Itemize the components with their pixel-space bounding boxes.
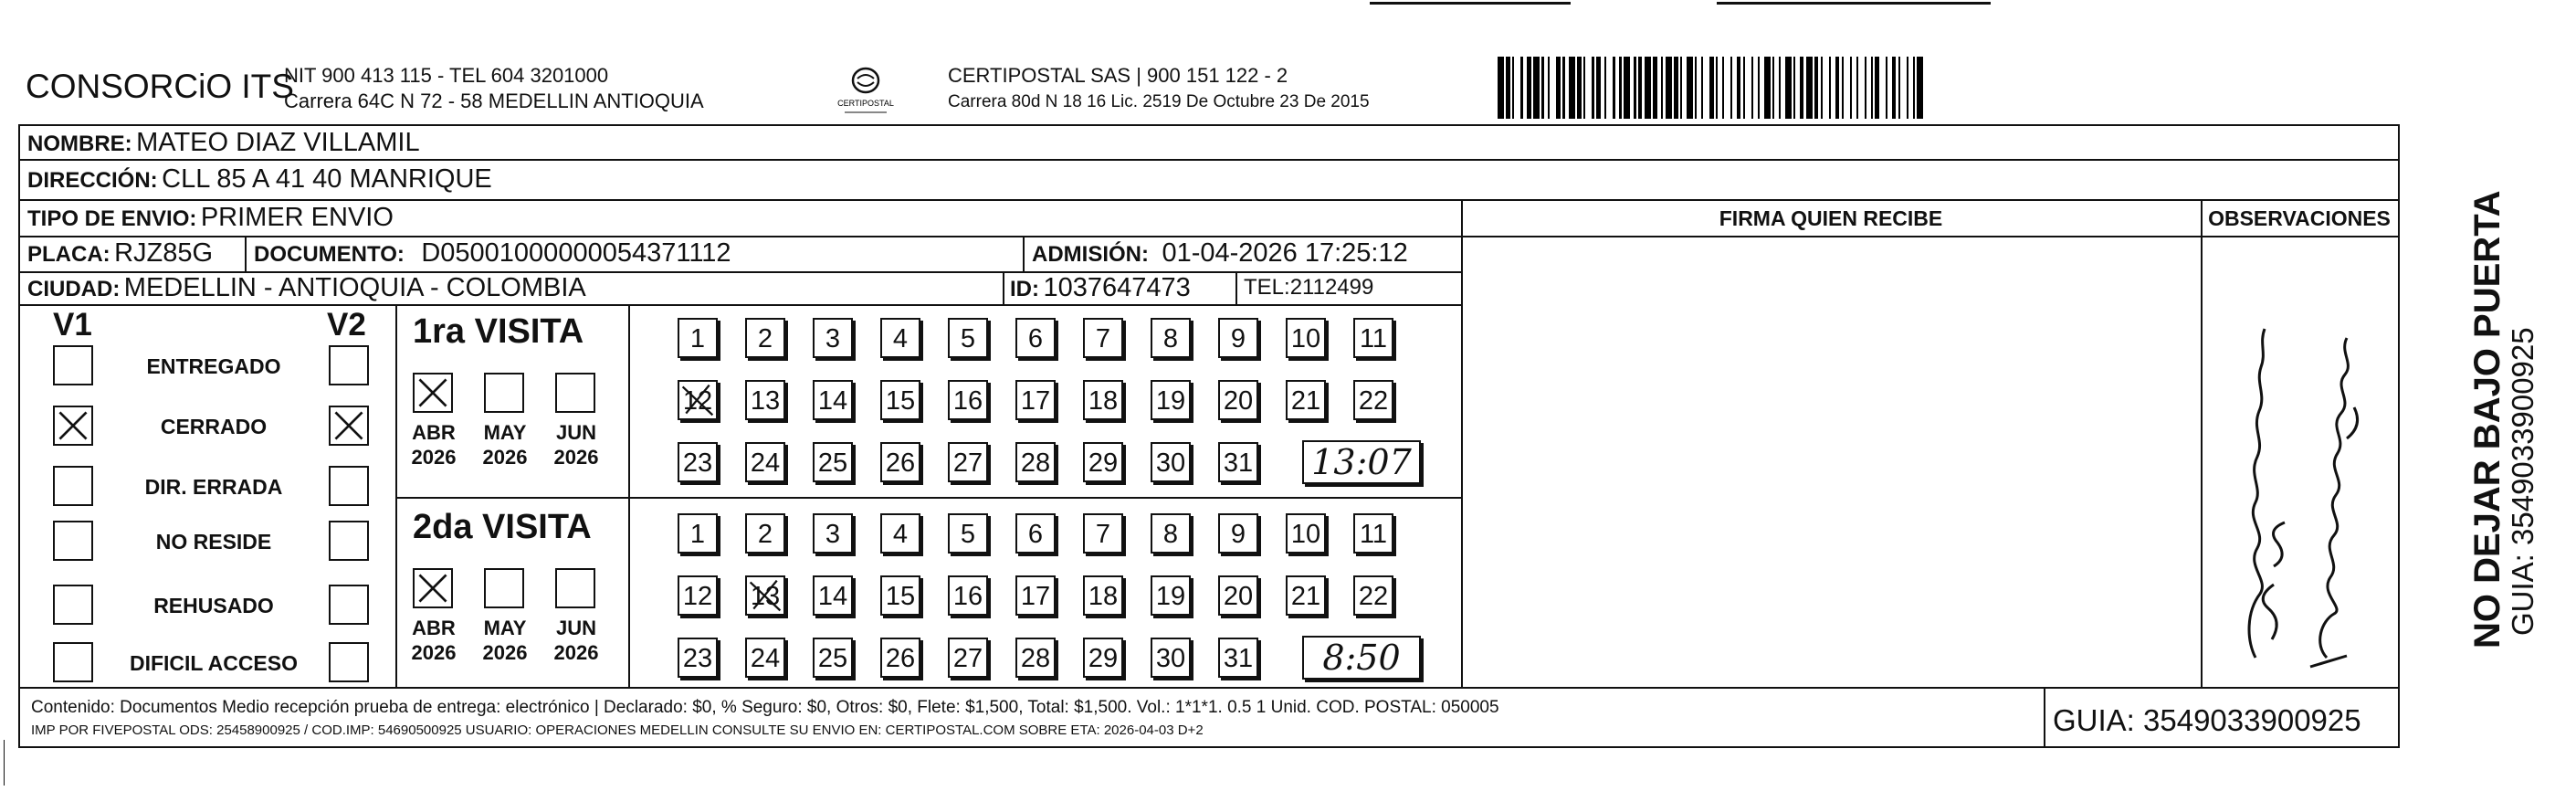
send-type-label: TIPO DE ENVIO: — [27, 206, 197, 231]
day-box[interactable]: 8 — [1151, 318, 1191, 358]
rule — [18, 199, 2398, 201]
rule — [1235, 271, 1237, 304]
day-box[interactable]: 21 — [1286, 380, 1326, 420]
time-written: 8:50 — [1322, 638, 1401, 678]
day-box[interactable]: 25 — [813, 638, 853, 678]
day-box[interactable]: 24 — [745, 638, 785, 678]
reason-label: DIR. ERRADA — [144, 475, 283, 499]
day-box[interactable]: 26 — [880, 638, 920, 678]
day-box[interactable]: 3 — [813, 318, 853, 358]
rule — [1023, 236, 1025, 271]
month-label — [475, 420, 535, 469]
day-box[interactable]: 17 — [1015, 575, 1056, 616]
v2-checkbox[interactable] — [329, 345, 369, 385]
no-dejar-warning: NO DEJAR BAJO PUERTA — [2467, 190, 2508, 649]
month-year: 2026 — [482, 446, 528, 469]
admission-value: 01-04-2026 17:25:12 — [1162, 238, 1408, 268]
rule — [1461, 199, 1463, 689]
rule — [2044, 687, 2045, 748]
reason-label: NO RESIDE — [155, 530, 272, 554]
time-written: 13:07 — [1311, 442, 1412, 482]
name-value: MATEO DIAZ VILLAMIL — [136, 128, 420, 157]
day-box[interactable]: 24 — [745, 442, 785, 482]
tel-label: TEL: — [1244, 275, 1290, 300]
barcode — [1498, 57, 1928, 119]
day-box[interactable]: 30 — [1151, 442, 1191, 482]
top-edge-mark — [1370, 2, 1571, 5]
carrier-license: Carrera 80d N 18 16 Lic. 2519 De Octubre 23 De 2015 — [948, 92, 1370, 111]
tel-value: 2112499 — [1289, 275, 1374, 300]
day-box[interactable]: 30 — [1151, 638, 1191, 678]
month-year: 2026 — [553, 446, 599, 469]
tel-field — [1244, 275, 1373, 301]
time-box[interactable] — [1302, 440, 1421, 484]
time-box[interactable] — [1302, 636, 1421, 680]
city-label: CIUDAD: — [27, 277, 121, 301]
observations-title: OBSERVACIONES — [2208, 206, 2391, 230]
id-field — [1010, 273, 1191, 303]
certipostal-logo — [836, 62, 896, 117]
day-box[interactable]: 11 — [1353, 513, 1393, 554]
day-box[interactable]: 18 — [1083, 380, 1123, 420]
city-field — [27, 273, 586, 303]
month-label — [546, 616, 606, 665]
day-box[interactable]: 7 — [1083, 318, 1123, 358]
month-checkbox[interactable] — [484, 373, 524, 413]
month-year: 2026 — [482, 641, 528, 664]
day-box[interactable]: 29 — [1083, 442, 1123, 482]
month-name: JUN — [555, 421, 596, 444]
day-box[interactable]: 8 — [1151, 513, 1191, 554]
imp-line: IMP POR FIVEPOSTAL ODS: 25458900925 / COD.IMP: 54690500925 USUARIO: OPERACIONES MEDELLIN CONSULTE SU ENVIO EN: CERTIPOSTAL.COM SOBRE ETA: 2026-04-03 D+2 — [31, 722, 1204, 738]
day-box[interactable]: 9 — [1218, 318, 1258, 358]
v1-label: V1 — [53, 307, 92, 343]
month-year: 2026 — [411, 446, 457, 469]
day-box[interactable]: 23 — [678, 638, 718, 678]
name-row — [27, 128, 420, 158]
document-label: DOCUMENTO: — [254, 242, 405, 267]
month-label — [475, 616, 535, 665]
day-box[interactable]: 15 — [880, 575, 920, 616]
month-name: ABR — [412, 617, 456, 639]
day-box[interactable]: 28 — [1015, 638, 1056, 678]
page-edge-mark — [4, 740, 5, 786]
send-type-value: PRIMER ENVIO — [200, 203, 394, 232]
rule — [1003, 271, 1004, 304]
handwritten-observation — [2219, 292, 2383, 676]
rule — [18, 159, 2398, 161]
day-box[interactable]: 21 — [1286, 575, 1326, 616]
v2-checkbox[interactable] — [329, 521, 369, 561]
rule — [18, 687, 2398, 689]
reason-label: DIFICIL ACCESO — [129, 651, 298, 675]
month-label — [404, 616, 464, 665]
day-box[interactable]: 3 — [813, 513, 853, 554]
month-checkbox[interactable] — [413, 373, 453, 413]
rule — [18, 236, 2398, 237]
day-box[interactable]: 5 — [948, 318, 988, 358]
day-box[interactable]: 26 — [880, 442, 920, 482]
month-label — [546, 420, 606, 469]
rule — [18, 304, 1461, 306]
day-box[interactable]: 18 — [1083, 575, 1123, 616]
day-box[interactable]: 25 — [813, 442, 853, 482]
address-label: DIRECCIÓN: — [27, 168, 158, 193]
day-box[interactable]: 28 — [1015, 442, 1056, 482]
second-visit-title: 2da VISITA — [413, 508, 592, 546]
day-box[interactable]: 11 — [1353, 318, 1393, 358]
reason-label: REHUSADO — [153, 594, 274, 617]
id-label: ID: — [1010, 277, 1039, 301]
day-box[interactable]: 29 — [1083, 638, 1123, 678]
reason-label: CERRADO — [160, 415, 268, 438]
rule — [18, 124, 20, 748]
first-visit-title: 1ra VISITA — [413, 312, 584, 351]
v2-checkbox[interactable] — [329, 466, 369, 506]
month-checkbox[interactable] — [413, 568, 453, 608]
address-row — [27, 164, 492, 195]
month-name: MAY — [483, 421, 527, 444]
day-box[interactable]: 16 — [948, 380, 988, 420]
admission-label: ADMISIÓN: — [1032, 242, 1149, 267]
day-box[interactable]: 13 — [745, 575, 785, 616]
day-box[interactable]: 19 — [1151, 380, 1191, 420]
v2-checkbox[interactable] — [329, 585, 369, 625]
day-box[interactable]: 6 — [1015, 318, 1056, 358]
day-box[interactable]: 4 — [880, 513, 920, 554]
check-mark-icon — [331, 407, 367, 444]
rule — [18, 124, 2398, 126]
contents-line: Contenido: Documentos Medio recepción prueba de entrega: electrónico | Declarado: $0, % Seguro: $0, Otros: $0, Flete: $1,500, Total: $1,500. Vol.: 1*1*1. 0.5 1 Unid. COD. POSTAL: 050005 — [31, 698, 1499, 717]
day-box[interactable]: 27 — [948, 442, 988, 482]
rule — [395, 304, 397, 689]
day-box[interactable]: 22 — [1353, 380, 1393, 420]
company-address: Carrera 64C N 72 - 58 MEDELLIN ANTIOQUIA — [284, 90, 704, 112]
day-box[interactable]: 10 — [1286, 318, 1326, 358]
day-box[interactable]: 31 — [1218, 638, 1258, 678]
month-name: MAY — [483, 617, 527, 639]
month-name: JUN — [555, 617, 596, 639]
document-value: D05001000000054371112 — [421, 238, 731, 268]
month-name: ABR — [412, 421, 456, 444]
logo-text: CERTIPOSTAL — [837, 99, 894, 108]
day-box[interactable]: 2 — [745, 513, 785, 554]
rule — [395, 497, 1461, 499]
month-label — [404, 420, 464, 469]
v2-checkbox[interactable] — [329, 642, 369, 682]
month-checkbox[interactable] — [484, 568, 524, 608]
guia-box: GUIA: 3549033900925 — [2053, 703, 2361, 737]
check-mark-icon — [679, 382, 716, 418]
day-box[interactable]: 13 — [745, 380, 785, 420]
day-box[interactable]: 6 — [1015, 513, 1056, 554]
day-box[interactable]: 19 — [1151, 575, 1191, 616]
month-year: 2026 — [553, 641, 599, 664]
day-box[interactable]: 9 — [1218, 513, 1258, 554]
v2-label: V2 — [327, 307, 366, 343]
carrier-name: CERTIPOSTAL SAS | 900 151 122 - 2 — [948, 64, 1288, 87]
day-box[interactable]: 15 — [880, 380, 920, 420]
rule — [628, 304, 630, 689]
day-box[interactable]: 17 — [1015, 380, 1056, 420]
day-box[interactable]: 5 — [948, 513, 988, 554]
day-box[interactable]: 2 — [745, 318, 785, 358]
id-value: 1037647473 — [1043, 273, 1191, 302]
day-box[interactable]: 7 — [1083, 513, 1123, 554]
day-box[interactable]: 10 — [1286, 513, 1326, 554]
day-box[interactable]: 22 — [1353, 575, 1393, 616]
rule — [18, 746, 2398, 748]
admission-field — [1032, 238, 1408, 269]
month-checkbox[interactable] — [555, 373, 595, 413]
day-box[interactable]: 1 — [678, 318, 718, 358]
signature-title: FIRMA QUIEN RECIBE — [1719, 206, 1943, 230]
v2-checkbox[interactable] — [329, 406, 369, 446]
plate-field — [27, 238, 213, 269]
check-mark-icon — [747, 577, 783, 614]
side-guia-number: GUIA: 3549033900925 — [2506, 327, 2539, 636]
name-label: NOMBRE: — [27, 132, 132, 156]
reason-label: ENTREGADO — [146, 354, 281, 378]
month-year: 2026 — [411, 641, 457, 664]
company-nit: NIT 900 413 115 - TEL 604 3201000 — [284, 64, 609, 87]
day-box[interactable]: 12 — [678, 575, 718, 616]
day-box[interactable]: 31 — [1218, 442, 1258, 482]
city-value: MEDELLIN - ANTIOQUIA - COLOMBIA — [123, 273, 586, 302]
day-box[interactable]: 23 — [678, 442, 718, 482]
month-checkbox[interactable] — [555, 568, 595, 608]
send-type-row — [27, 203, 394, 233]
day-box[interactable]: 16 — [948, 575, 988, 616]
check-mark-icon — [415, 374, 451, 411]
plate-label: PLACA: — [27, 242, 110, 267]
rule — [2398, 124, 2400, 748]
day-box[interactable]: 1 — [678, 513, 718, 554]
day-box[interactable]: 14 — [813, 575, 853, 616]
rule — [245, 236, 247, 271]
company-name: CONSORCiO ITS — [26, 68, 294, 105]
day-box[interactable]: 14 — [813, 380, 853, 420]
top-edge-mark — [1717, 2, 1991, 5]
rule — [2201, 199, 2203, 689]
day-box[interactable]: 20 — [1218, 380, 1258, 420]
address-value: CLL 85 A 41 40 MANRIQUE — [162, 164, 492, 194]
day-box[interactable]: 12 — [678, 380, 718, 420]
document-field — [254, 238, 731, 269]
day-box[interactable]: 20 — [1218, 575, 1258, 616]
plate-value: RJZ85G — [114, 238, 214, 268]
day-box[interactable]: 27 — [948, 638, 988, 678]
day-box[interactable]: 4 — [880, 318, 920, 358]
check-mark-icon — [415, 570, 451, 606]
